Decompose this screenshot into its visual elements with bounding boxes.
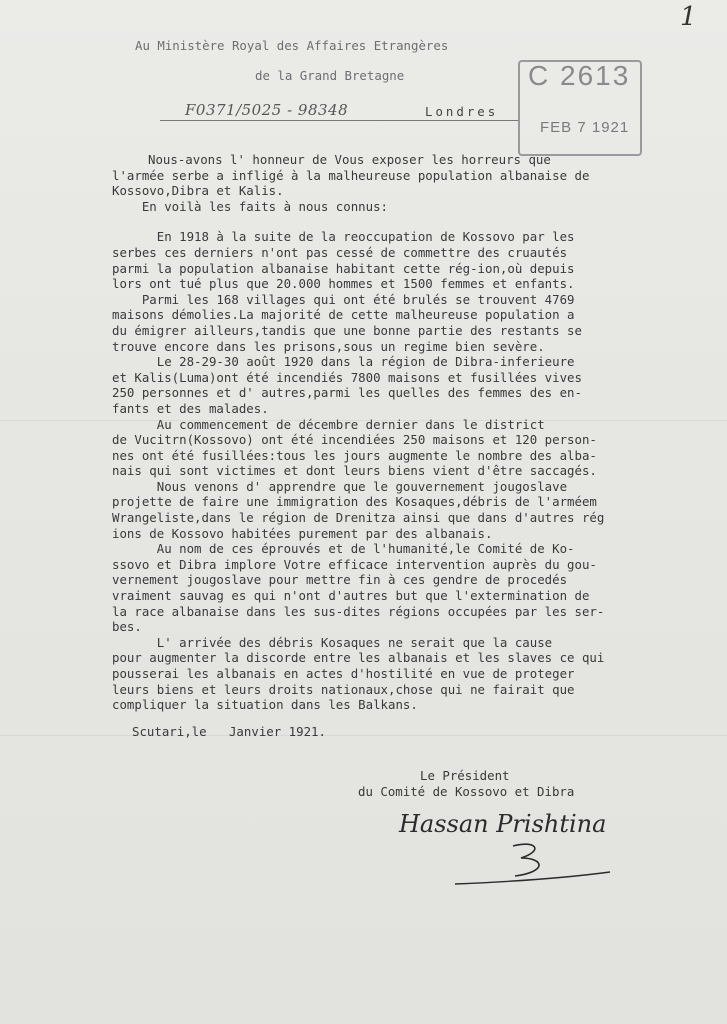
body-line: leurs biens et leurs droits nationaux,chose qui ne fairait que [112,681,575,697]
body-line: nes ont été fusillées:tous les jours augmente le nombre des alba- [112,447,597,463]
body-line: vraiment sauvag es qui n'ont d'autres but que l'extermination de [112,588,590,604]
intro-line: En voilà les faits à nous connus: [112,198,389,214]
body-line: Au commencement de décembre dernier dans le district [112,416,545,432]
body-line: parmi la population albanaise habitant cette rég-ion,où depuis [112,260,575,276]
handwritten-signature [395,800,625,895]
body-line: et Kalis(Luma)ont été incendiés 7800 maisons et fusillées vives [112,369,582,385]
body-line: compliquer la situation dans les Balkans. [112,697,418,713]
letter-body [112,152,604,713]
body-line: la race albanaise dans les sus-dites régions occupées par les ser- [112,603,605,619]
body-line: pour augmenter la discorde entre les albanais et les slaves ce qui [112,650,605,666]
handwritten-reference: F0371/5025 - 98348 [185,101,349,119]
page-number: 1 [680,2,697,32]
address-line-1: Au Ministère Royal des Affaires Etrangères [135,38,449,53]
signatory-committee: du Comité de Kossovo et Dibra [358,783,575,799]
signatory-title: Le Président [420,768,510,783]
body-line: ssovo et Dibra implore Votre efficace intervention auprès du gou- [112,556,597,572]
signature-name: Hassan Prishtina [399,810,607,838]
body-line: Parmi les 168 villages qui ont été brulés se trouvent 4769 [112,291,575,307]
body-line: Wrangeliste,dans le région de Drenitza ainsi que dans d'autres rég [112,510,605,526]
body-line: L' arrivée des débris Kosaques ne serait que la cause [112,634,553,650]
body-line: 250 personnes et d' autres,parmi les quelles des femmes des en- [112,385,582,401]
letter-paragraphs [112,229,604,712]
intro-line: l'armée serbe a infligé à la malheureuse population albanaise de [112,167,590,183]
stamp-number: C 2613 [528,60,631,91]
body-line: trouve encore dans les prisons,sous un regime bien sevère. [112,338,545,354]
body-line: vernement jougoslave pour mettre fin à ces gendre de procedés [112,572,568,588]
body-line: serbes ces derniers n'ont pas cessé de commettre des cruautés [112,244,568,260]
body-line: fants et des malades. [112,400,269,416]
stamp-date: FEB 7 1921 [540,119,630,136]
reference-underline [160,120,520,121]
body-line: nais qui sont victimes et dont leurs biens vient d'être saccagés. [112,463,597,479]
body-line: En 1918 à la suite de la reoccupation de Kossovo par les [112,229,575,245]
paper-fold [0,735,727,736]
body-line: Nous venons d' apprendre que le gouvernement jougoslave [112,478,568,494]
body-line: du émigrer ailleurs,tandis que une bonne partie des restants se [112,322,582,338]
body-line: lors ont tué plus que 20.000 hommes et 1500 femmes et enfants. [112,276,575,292]
intro-line: Kossovo,Dibra et Kalis. [112,183,284,199]
intro-line: Nous-avons l' honneur de Vous exposer les horreurs que [148,152,551,167]
signature-block [358,768,574,799]
body-line: Au nom de ces éprouvés et de l'humanité,le Comité de Ko- [112,541,575,557]
body-line: bes. [112,619,142,635]
address-city: Londres [425,104,499,119]
body-line: projette de faire une immigration des Kosaques,débris de l'arméem [112,494,597,510]
received-stamp [518,60,642,156]
body-line: pousserai les albanais en actes d'hostilité en vue de proteger [112,666,575,681]
body-line: Le 28-29-30 août 1920 dans la région de Dibra-inferieure [112,354,575,370]
body-line: de Vucitrn(Kossovo) ont été incendiées 250 maisons et 120 person- [112,432,597,448]
address-line-2: de la Grand Bretagne [255,68,405,83]
date-line: Scutari,le Janvier 1921. [132,724,326,739]
body-line: ions de Kossovo habitées purement par des albanais. [112,525,493,541]
body-line: maisons démolies.La majorité de cette malheureuse population a [112,307,575,323]
